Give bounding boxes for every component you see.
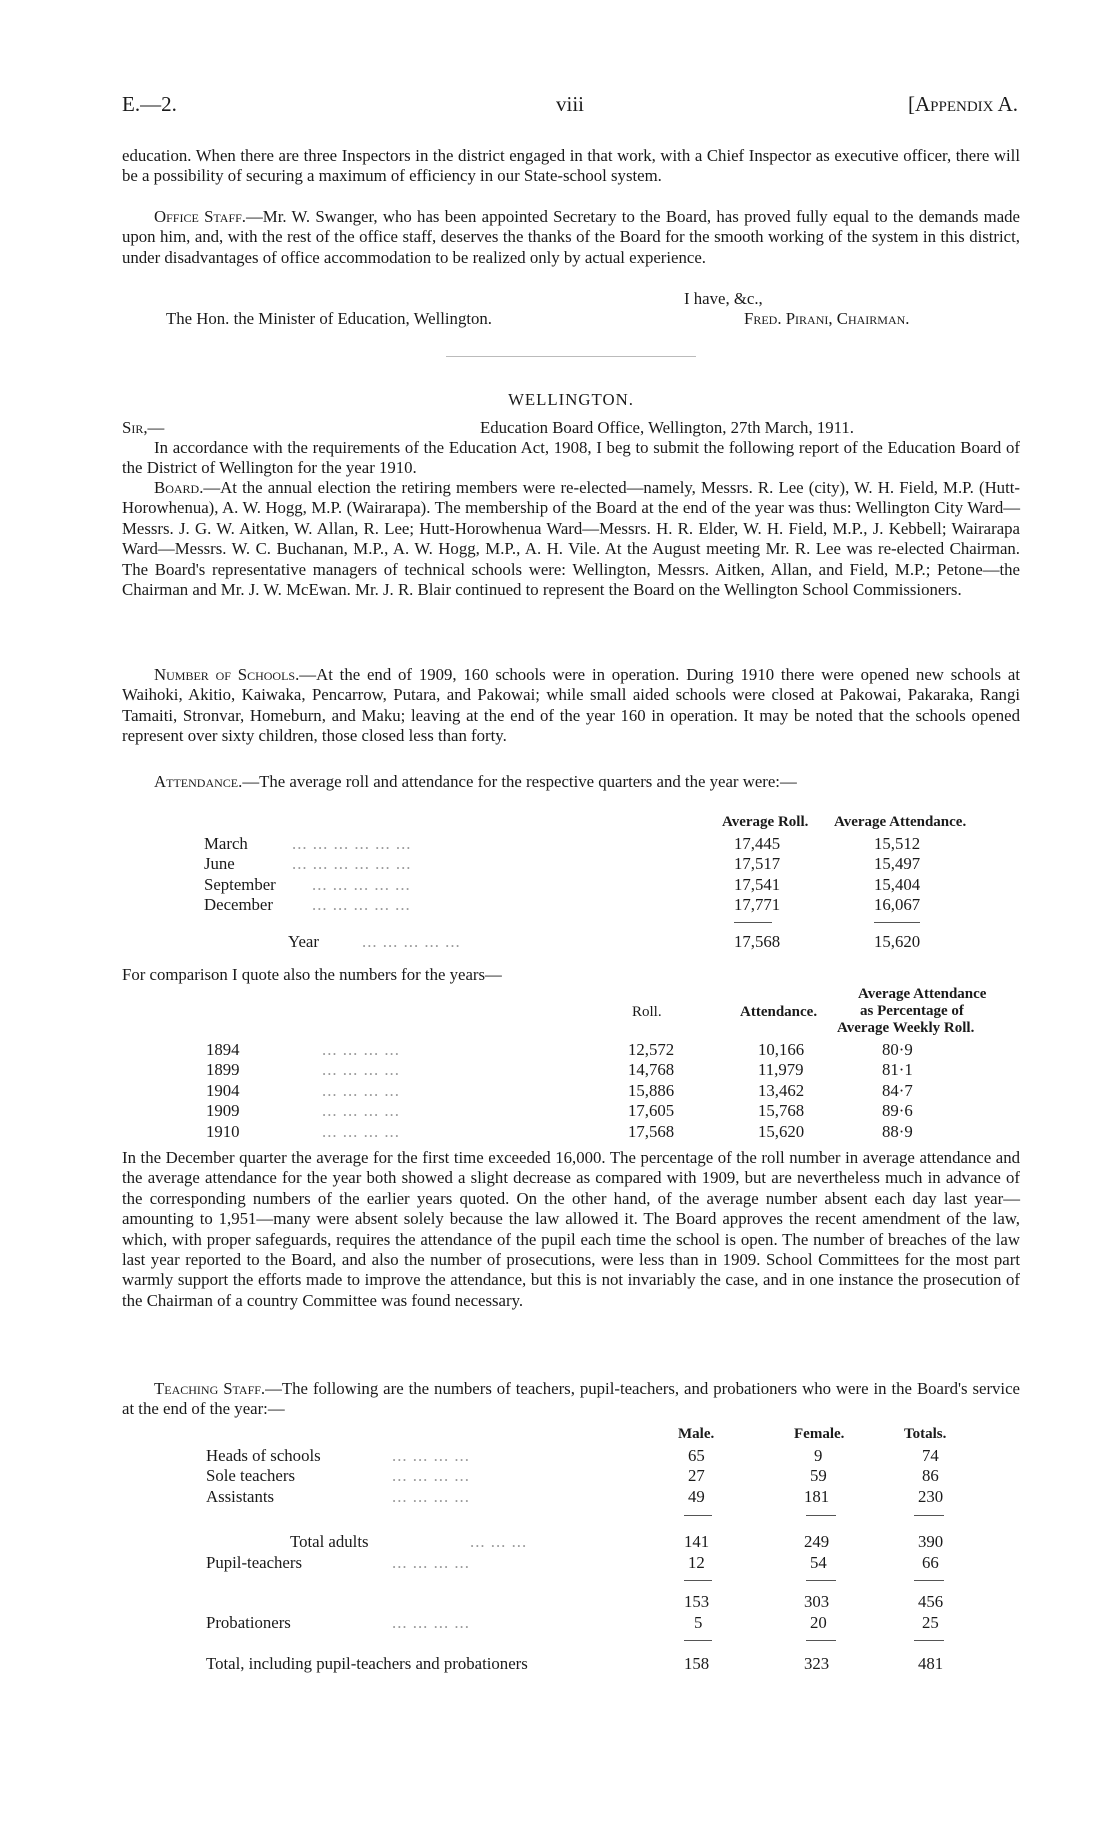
attendance-cell: 15,620 (758, 1121, 805, 1141)
grand-total-label: Total, including pupil-teachers and probationers (206, 1654, 528, 1673)
roll-cell: 17,568 (628, 1121, 675, 1141)
roll-cell: 15,886 (628, 1080, 675, 1100)
subtotal-row (122, 1592, 1020, 1612)
year-attendance: 15,620 (874, 932, 921, 951)
col-pct-3: Average Weekly Roll. (837, 1020, 975, 1036)
rule-total-1 (914, 1515, 944, 1516)
attendance-table-header (122, 812, 1020, 832)
address-date: Education Board Office, Wellington, 27th March, 1911. (480, 418, 854, 437)
leader-dots: ... ... ... ... (322, 1040, 400, 1059)
year-cell: 1899 (206, 1060, 240, 1080)
attendance-cell: 10,166 (758, 1040, 805, 1059)
attendance-cell: 11,979 (758, 1060, 804, 1080)
closing-have (122, 289, 1020, 309)
teaching-table (122, 1446, 1020, 1507)
pct-cell: 80·9 (882, 1040, 913, 1059)
pupil-teachers-label: Pupil-teachers (206, 1553, 302, 1572)
roll-value: 17,771 (734, 895, 781, 915)
comparison-table-header (122, 984, 1020, 1040)
staff-label: Sole teachers (206, 1466, 295, 1486)
table-row (122, 1101, 1020, 1121)
leader-dots: ... ... ... ... ... (362, 932, 461, 951)
roll-value: 17,445 (734, 834, 781, 853)
pct-cell: 81·1 (882, 1060, 913, 1080)
quarter-label: March (204, 834, 248, 853)
staff-label: Heads of schools (206, 1446, 321, 1465)
male-cell: 5 (694, 1613, 703, 1632)
year-cell: 1909 (206, 1101, 240, 1121)
rule-total-3 (914, 1640, 944, 1641)
leader-dots: ... ... ... ... ... (312, 874, 411, 894)
addressee: The Hon. the Minister of Education, Wellington. (166, 309, 492, 328)
table-row (122, 1081, 1020, 1101)
i-have-text: I have, &c., (684, 289, 763, 308)
probationers-label: Probationers (206, 1613, 291, 1632)
table-row (122, 1040, 1020, 1060)
roll-cell: 12,572 (628, 1040, 675, 1059)
col-pct-2: as Percentage of (860, 1003, 964, 1019)
section-divider (446, 356, 696, 357)
quarter-label: June (204, 854, 235, 874)
leader-dots: ... ... ... ... (322, 1060, 400, 1080)
female-cell: 20 (810, 1613, 827, 1632)
total-cell: 456 (918, 1592, 944, 1611)
intro-paragraph: education. When there are three Inspectors in the district engaged in that work, with a Chief Inspector as executive officer, there will be a possibility of securing a maximum of efficiency in our State-school system. (122, 146, 1020, 186)
table-row (122, 895, 1020, 915)
col-roll: Roll. (632, 1004, 662, 1020)
leader-dots: ... ... ... ... (322, 1080, 400, 1100)
male-cell: 141 (684, 1532, 710, 1551)
comparison-table (122, 1040, 1020, 1142)
attendance-value: 15,497 (874, 854, 921, 874)
rule-female-2 (806, 1580, 836, 1581)
salutation: Sir,— (122, 418, 165, 437)
rule-male-1 (684, 1515, 712, 1516)
attendance-text: —The average roll and attendance for the respective quarters and the year were:— (242, 772, 797, 791)
female-cell: 323 (804, 1654, 830, 1673)
col-attendance: Attendance. (740, 1004, 818, 1020)
leader-dots: ... ... ... ... (392, 1486, 470, 1506)
attendance-paragraph (122, 772, 1020, 792)
rule-total-2 (914, 1580, 944, 1581)
leader-dots: ... ... ... (470, 1532, 528, 1551)
pct-cell: 88·9 (882, 1121, 913, 1141)
total-cell: 481 (918, 1654, 944, 1673)
rule-male-3 (684, 1640, 712, 1641)
office-staff-paragraph (122, 207, 1020, 268)
male-cell: 158 (684, 1654, 710, 1673)
col-male: Male. (678, 1426, 715, 1442)
female-cell: 54 (810, 1553, 827, 1572)
section-title: WELLINGTON. (508, 390, 634, 409)
rule-roll (734, 922, 772, 923)
male-cell: 65 (688, 1446, 705, 1465)
total-adults-row (122, 1532, 1020, 1552)
col-pct-1: Average Attendance (858, 986, 987, 1002)
teaching-paragraph (122, 1379, 1020, 1420)
year-cell: 1904 (206, 1080, 240, 1100)
rule-female-1 (806, 1515, 836, 1516)
female-cell: 249 (804, 1532, 830, 1551)
total-cell: 230 (918, 1486, 944, 1506)
page-number: viii (555, 92, 584, 116)
rule-female-3 (806, 1640, 836, 1641)
female-cell: 303 (804, 1592, 830, 1611)
female-cell: 181 (804, 1486, 830, 1506)
total-cell: 74 (922, 1446, 939, 1465)
attendance-value: 16,067 (874, 895, 921, 915)
december-paragraph: In the December quarter the average for the first time exceeded 16,000. The percentage of the roll number in average attendance and the average attendance for the year both showed a slight decrease as compared with 1909, but are nevertheless much in advance of the corresponding numbers of the earlier years quoted. On the other hand, of the average number absent each day last year—amounting to 1,951—many were absent solely because the law allowed it. The Board approves the recent amendment of the law, which, with proper safeguards, requires the attendance of the pupil each time the school is open. The number of breaches of the law last year reported to the Board, and also the number of prosecutions, were less than in 1909. School Committees for the most part warmly support the efforts made to improve the attendance, but this is not invariably the case, and in one instance the prosecution of the Chairman of a country Committee was found necessary. (122, 1148, 1020, 1310)
office-staff-text: —Mr. W. Swanger, who has been appointed Secretary to the Board, has proved fully equal to the demands made upon him, and, with the rest of the office staff, deserves the thanks of the Board for the smooth working of the system in this district, under disadvantages of office accommodation to be realized only by actual experience. (122, 207, 1020, 267)
attendance-value: 15,404 (874, 874, 921, 894)
total-cell: 66 (922, 1553, 939, 1572)
total-cell: 25 (922, 1613, 939, 1632)
teaching-table-header (122, 1424, 1020, 1444)
male-cell: 153 (684, 1592, 710, 1611)
probationers-row (122, 1613, 1020, 1633)
header-left: E.—2. (122, 92, 177, 116)
total-cell: 86 (922, 1466, 939, 1486)
year-cell: 1894 (206, 1040, 240, 1059)
attendance-heading: Attendance. (154, 772, 243, 791)
leader-dots: ... ... ... ... ... ... (292, 854, 412, 874)
year-cell: 1910 (206, 1121, 240, 1141)
female-cell: 9 (814, 1446, 823, 1465)
roll-cell: 17,605 (628, 1101, 675, 1121)
attendance-table (122, 834, 1020, 916)
col-totals: Totals. (904, 1426, 947, 1442)
attendance-cell: 15,768 (758, 1101, 805, 1121)
leader-dots: ... ... ... ... (392, 1613, 470, 1632)
rule-male-2 (684, 1580, 712, 1581)
office-staff-heading: Office Staff. (154, 207, 246, 226)
total-cell: 390 (918, 1532, 944, 1551)
table-row (122, 1446, 1020, 1466)
schools-text: —At the end of 1909, 160 schools were in operation. During 1910 there were opened new schools at Waihoki, Akitio, Kaiwaka, Pencarrow, Putara, and Pakowai; while small aided schools were closed at Pakowai, Pakaraka, Rangi Tamaiti, Stronvar, Homeburn, and Maku; leaving at the end of the year 160 in operation. It may be noted that the schools opened represent over sixty children, those closed less than forty. (122, 665, 1020, 746)
staff-label: Assistants (206, 1486, 275, 1506)
schools-paragraph (122, 665, 1020, 747)
male-cell: 49 (688, 1486, 705, 1506)
female-cell: 59 (810, 1466, 827, 1486)
leader-dots: ... ... ... ... (392, 1446, 470, 1465)
attendance-year-row (122, 932, 1020, 952)
table-row (122, 1466, 1020, 1486)
table-row (122, 1487, 1020, 1507)
roll-value: 17,541 (734, 874, 781, 894)
leader-dots: ... ... ... ... (392, 1466, 470, 1486)
table-row (122, 875, 1020, 895)
pct-cell: 84·7 (882, 1080, 913, 1100)
roll-cell: 14,768 (628, 1060, 675, 1080)
leader-dots: ... ... ... ... ... (312, 895, 411, 915)
pct-cell: 89·6 (882, 1101, 913, 1121)
rule-attendance (874, 922, 920, 923)
male-cell: 27 (688, 1466, 705, 1486)
total-adults-label: Total adults (290, 1532, 369, 1551)
header-right: [Appendix A. (907, 92, 1018, 116)
leader-dots: ... ... ... ... ... ... (292, 834, 412, 853)
teaching-text: —The following are the numbers of teachers, pupil-teachers, and probationers who were in the Board's service at the end of the year:— (122, 1379, 1020, 1419)
grand-total-row (122, 1654, 1020, 1674)
board-heading: Board. (154, 478, 204, 497)
attendance-cell: 13,462 (758, 1080, 805, 1100)
year-roll: 17,568 (734, 932, 781, 951)
opening-paragraph: In accordance with the requirements of the Education Act, 1908, I beg to submit the following report of the Education Board of the District of Wellington for the year 1910. (122, 438, 1020, 478)
leader-dots: ... ... ... ... (322, 1121, 400, 1141)
table-row (122, 1060, 1020, 1080)
roll-value: 17,517 (734, 854, 781, 874)
salutation-line (122, 418, 1020, 438)
schools-heading: Number of Schools. (154, 665, 300, 684)
teaching-heading: Teaching Staff. (154, 1379, 266, 1398)
col-average-attendance: Average Attendance. (834, 814, 967, 830)
quarter-label: September (204, 874, 276, 894)
table-row (122, 834, 1020, 854)
board-text: —At the annual election the retiring members were re-elected—namely, Messrs. R. Lee (city), W. H. Field, M.P. (Hutt-Horowhenua), A. W. Hogg, M.P. (Wairarapa). The membership of the Board at the end of the year was thus: Wellington City Ward—Messrs. J. G. W. Aitken, W. Allan, R. Lee; Hutt-Horowhenua Ward—Messrs. H. R. Elder, W. H. Field, M.P., J. Kebbell; Wairarapa Ward—Messrs. W. C. Buchanan, M.P., A. W. Hogg, M.P., A. H. Vile. At the August meeting Mr. R. Lee was re-elected Chairman. The Board's representative managers of technical schools were: Wellington, Messrs. Aitken, Allan, and Field, M.P.; Petone—the Chairman and Mr. J. W. McEwan. Mr. J. R. Blair continued to represent the Board on the Wellington School Commissioners. (122, 478, 1020, 600)
table-row (122, 854, 1020, 874)
table-row (122, 1122, 1020, 1142)
male-cell: 12 (688, 1553, 705, 1572)
board-paragraph (122, 478, 1020, 600)
year-label: Year (288, 932, 319, 951)
leader-dots: ... ... ... ... (322, 1101, 400, 1121)
closing-signature-line (122, 309, 1020, 329)
quarter-label: December (204, 895, 273, 915)
attendance-value: 15,512 (874, 834, 921, 853)
leader-dots: ... ... ... ... (392, 1553, 470, 1572)
col-female: Female. (794, 1426, 845, 1442)
page-header (122, 92, 1018, 122)
col-average-roll: Average Roll. (722, 814, 809, 830)
comparison-intro: For comparison I quote also the numbers for the years— (122, 965, 502, 984)
pupil-teachers-row (122, 1553, 1020, 1573)
signature-pirani: Fred. Pirani, Chairman. (744, 309, 910, 328)
